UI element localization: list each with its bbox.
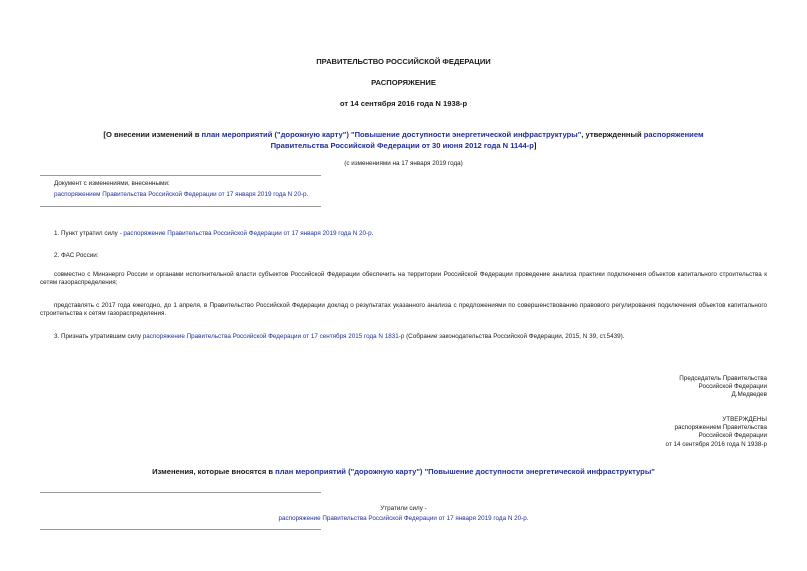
title-open: [О внесении изменений в [103,130,202,139]
signature-name: Д.Медведев [731,391,767,399]
signature-country: Российской Федерации [698,383,767,391]
title-mid: , утвержденный [581,130,644,139]
order-1831-link[interactable]: распоряжение Правительства Российской Федерации от 17 сентября 2015 года N 1831-р [142,333,405,340]
document-type: РАСПОРЯЖЕНИЕ [371,78,436,87]
item-3-text: 3. Признать утратившим силу [54,333,143,340]
document-title [0,129,807,151]
approved-heading: УТВЕРЖДЕНЫ [722,416,767,423]
order-1144-link-part2[interactable]: Правительства Российской Федерации от 30 июня 2012 года N 1144-р [270,141,534,150]
document-date-number: от 14 сентября 2016 года N 1938-р [339,99,468,108]
divider [40,175,321,176]
item-3 [54,333,625,341]
item-1-link[interactable]: распоряжение Правительства Российской Федерации от 17 января 2019 года N 20-р. [123,230,374,237]
roadmap-link[interactable]: план мероприятий ("дорожную карту") "Повышение доступности энергетической инфраструктуры" [201,130,582,139]
approved-line-2: распоряжением Правительства [674,424,767,432]
approved-date: от 14 сентября 2016 года N 1938-р [665,440,767,448]
signature-position: Председатель Правительства [679,375,767,382]
changes-note: (с изменениями на 17 января 2019 года) [344,160,463,167]
roadmap-link-2[interactable]: план мероприятий ("дорожную карту") "Повышение доступности энергетической инфраструктуры" [275,467,655,476]
divider [40,492,321,493]
amended-label: Документ с изменениями, внесенными: [54,180,170,187]
approved-line-3: Российской Федерации [698,432,767,440]
divider [40,529,321,530]
amended-by-link[interactable]: распоряжением Правительства Российской Федерации от 17 января 2019 года N 20-р. [54,191,309,198]
government-heading: ПРАВИТЕЛЬСТВО РОССИЙСКОЙ ФЕДЕРАЦИИ [316,57,491,66]
item-1 [54,230,373,238]
approved-block [666,416,767,449]
item-2a: совместно с Минэнерго России и органами исполнительной власти субъектов Российской Федерации обеспечить на территории Российской Федерации проведение анализа практики подключения объектов капитального строительства к сетям газораспределения; [40,271,767,287]
signature-block [679,375,767,400]
order-1144-link-part1[interactable]: распоряжением [643,130,704,139]
item-1-text: 1. Пункт утратил силу - [54,230,124,237]
item-2: 2. ФАС России: [54,252,99,259]
expired-by-link[interactable]: распоряжение Правительства Российской Федерации от 17 января 2019 года N 20-р. [278,515,529,522]
item-2b: представлять с 2017 года ежегодно, до 1 апреля, в Правительство Российской Федерации доклад о результатах указанного анализа с предложениями по совершенствованию правового регулирования подключения объектов капитального строительства к сетям газораспределения. [40,302,767,318]
divider [40,206,321,207]
title-close: ] [533,141,537,150]
expired-label: Утратили силу - [380,505,427,512]
changes-heading-prefix: Изменения, которые вносятся в [152,467,276,476]
item-3-tail: (Собрание законодательства Российской Федерации, 2015, N 39, ст.5439). [404,333,625,340]
changes-heading [0,467,807,477]
